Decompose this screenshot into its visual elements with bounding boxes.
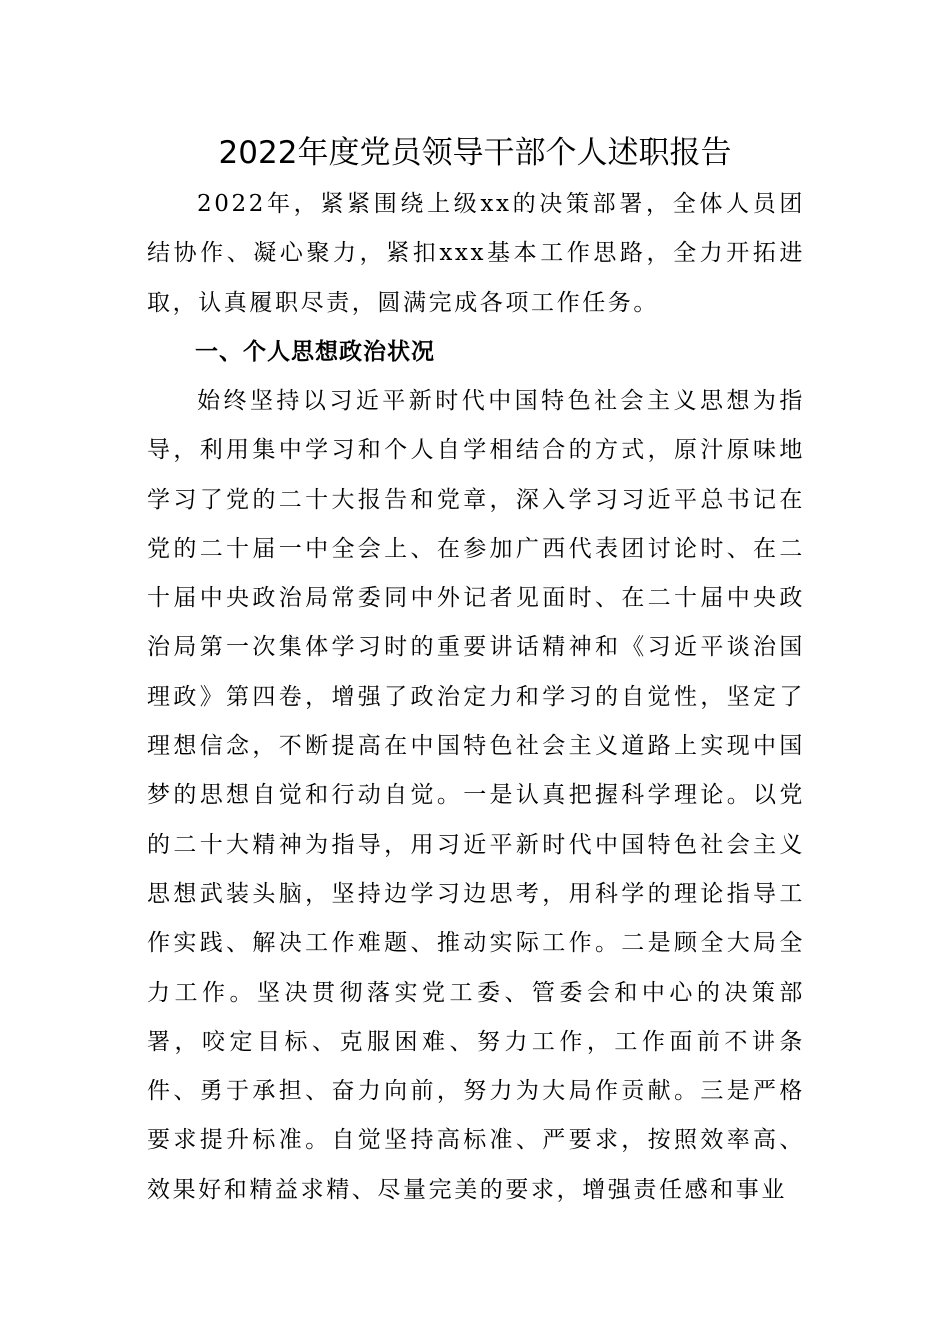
section-1-paragraph: 始终坚持以习近平新时代中国特色社会主义思想为指导，利用集中学习和个人自学相结合的方式，原汁原味地学习了党的二十大报告和党章，深入学习习近平总书记在党的二十届一中全会上、在参加广西代表团讨论时、在二十届中央政治局常委同中外记者见面时、在二十届中央政治局第一次集体学习时的重要讲话精神和《习近平谈治国理政》第四卷，增强了政治定力和学习的自觉性，坚定了理想信念，不断提高在中国特色社会主义道路上实现中国梦的思想自觉和行动自觉。一是认真把握科学理论。以党的二十大精神为指导，用习近平新时代中国特色社会主义思想武装头脑，坚持边学习边思考，用科学的理论指导工作实践、解决工作难题、推动实际工作。二是顾全大局全力工作。坚决贯彻落实党工委、管委会和中心的决策部署，咬定目标、克服困难、努力工作，工作面前不讲条件、勇于承担、奋力向前，努力为大局作贡献。三是严格要求提升标准。自觉坚持高标准、严要求，按照效率高、效果好和精益求精、尽量完美的要求，增强责任感和事业 xyxy=(147,388,805,1203)
section-heading-1: 一、个人思想政治状况 xyxy=(195,339,435,365)
intro-paragraph: 2022年，紧紧围绕上级xx的决策部署，全体人员团结协作、凝心聚力，紧扣xxx基本工作思路，全力开拓进取，认真履职尽责，圆满完成各项工作任务。 xyxy=(147,191,805,316)
document-title: 2022年度党员领导干部个人述职报告 xyxy=(218,135,732,171)
